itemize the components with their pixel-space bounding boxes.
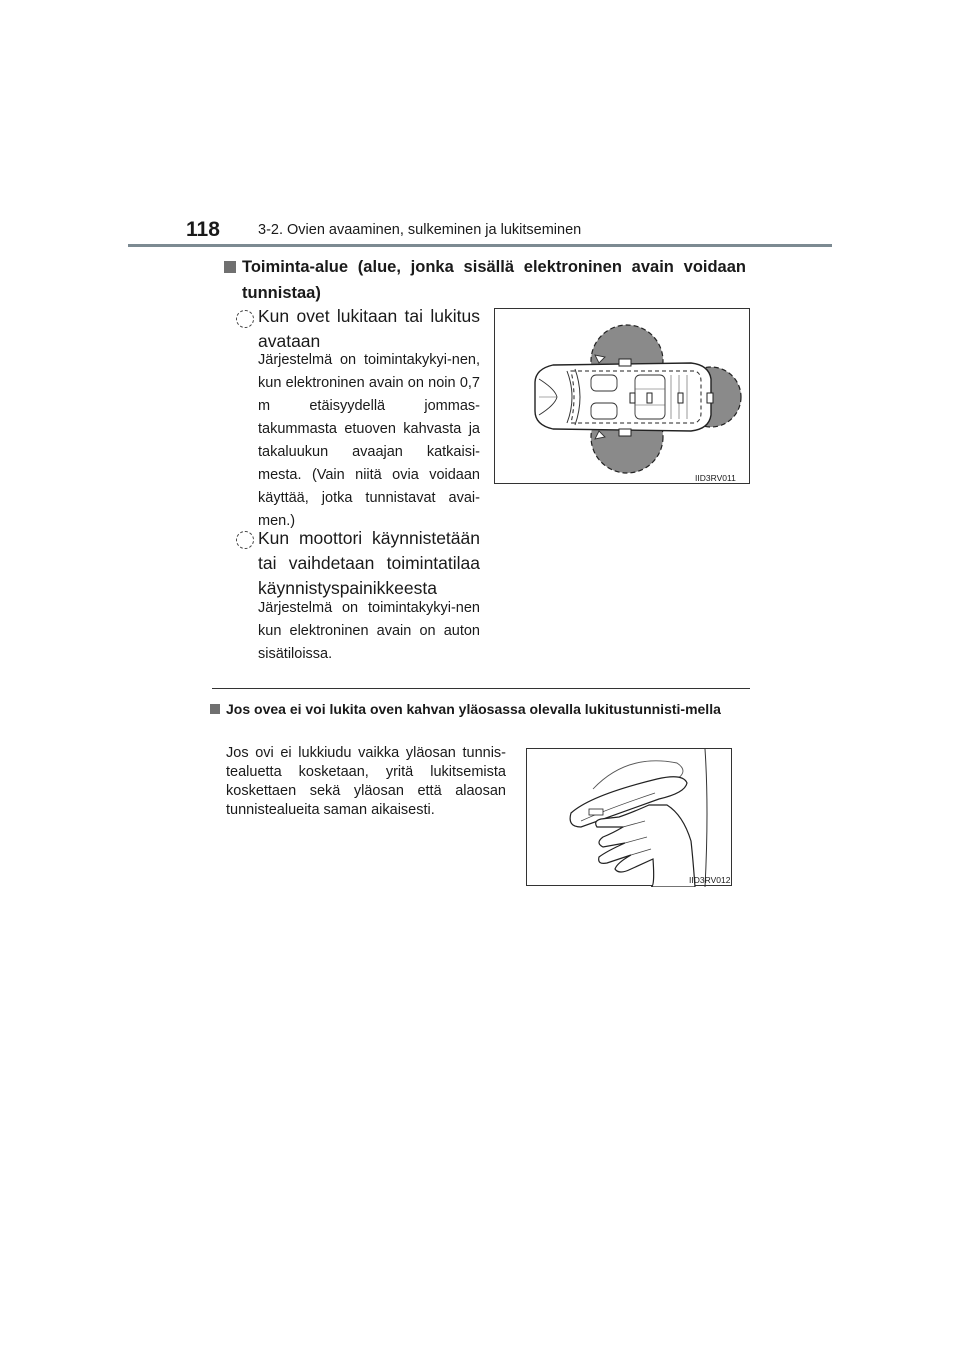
item1-body: Järjestelmä on toimintakykyi-nen, kun elektroninen avain on noin 0,7 m etäisyydellä jommas-takummasta etuoven kahvasta ja takaluukun avaajan katkaisi-mesta. (Vain niitä ovia voidaan käyttää, jotka tunnistavat avai-men.) xyxy=(258,352,480,529)
dashed-circle-icon xyxy=(236,531,254,549)
dashed-circle-icon xyxy=(236,310,254,328)
item2-body: Järjestelmä on toimintakykyi-nen kun elektroninen avain on auton sisätiloissa. xyxy=(258,600,480,662)
section-heading xyxy=(224,254,746,306)
section-divider xyxy=(212,688,750,689)
page-number: 118 xyxy=(186,218,220,241)
figure-code: IID3RV012 xyxy=(689,875,731,885)
item1-title: Kun ovet lukitaan tai lukitus avataan xyxy=(258,306,480,351)
door-handle-figure xyxy=(526,748,732,886)
section-heading-text: Toiminta-alue (alue, jonka sisällä elektroninen avain voidaan tunnistaa) xyxy=(242,258,746,302)
header-rule xyxy=(128,244,832,247)
square-bullet-icon xyxy=(210,704,220,714)
hand-on-handle-illustration xyxy=(527,749,733,887)
detection-zone-figure xyxy=(494,308,750,484)
running-head: 3-2. Ovien avaaminen, sulkeminen ja lukitseminen xyxy=(258,222,582,238)
section2-heading xyxy=(210,700,750,719)
item2-title: Kun moottori käynnistetään tai vaihdetaan toimintatilaa käynnistyspainikkeesta xyxy=(258,528,480,598)
figure-code: IID3RV011 xyxy=(695,473,736,483)
section2-heading-text: Jos ovea ei voi lukita oven kahvan yläosassa olevalla lukitustunnisti-mella xyxy=(226,701,721,717)
section2-body: Jos ovi ei lukkiudu vaikka yläosan tunnis-tealuetta kosketaan, yritä lukitsemista koskettaen sekä yläosan että alaosan tunnistealueita saman aikaisesti. xyxy=(226,745,506,818)
square-bullet-icon xyxy=(224,261,236,273)
car-top-view-illustration xyxy=(495,309,751,485)
